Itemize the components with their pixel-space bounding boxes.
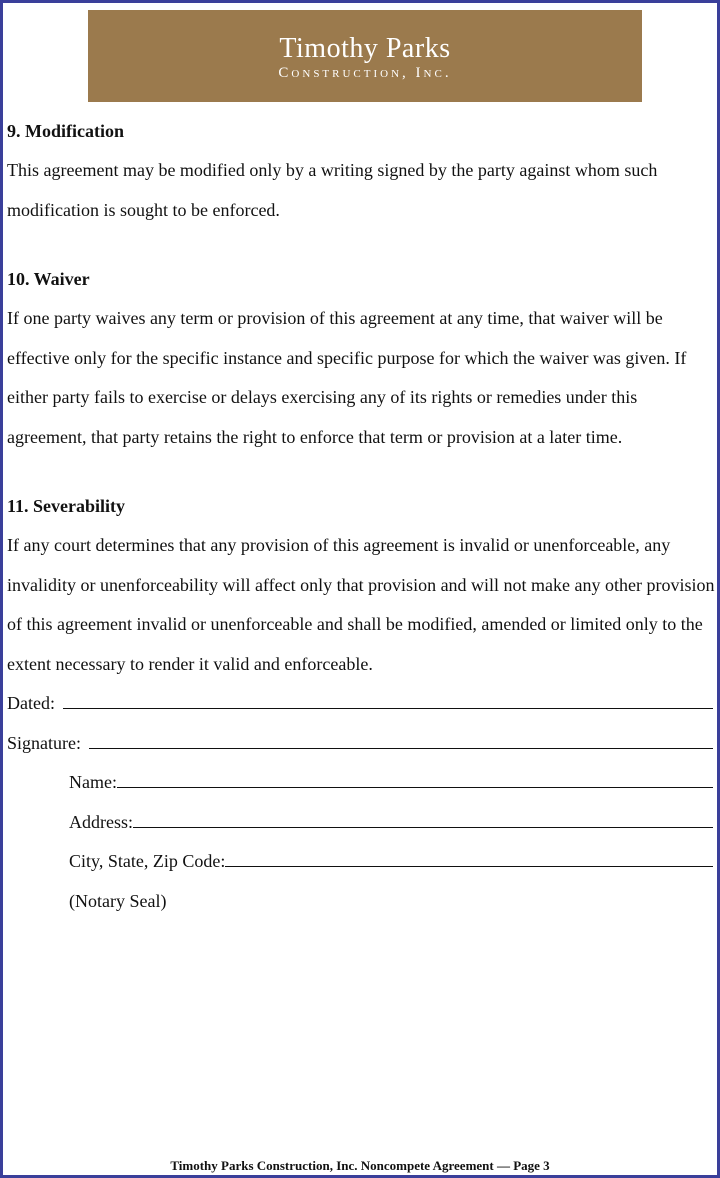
section-heading: 10. Waiver	[7, 269, 90, 289]
company-subtitle: Construction, Inc.	[278, 65, 452, 81]
address-field[interactable]	[7, 803, 719, 843]
dated-field[interactable]	[7, 684, 719, 724]
signature-field[interactable]	[7, 724, 719, 764]
city-state-zip-line[interactable]	[225, 844, 713, 867]
signature-line[interactable]	[89, 726, 713, 749]
dated-label: Dated:	[7, 693, 55, 713]
address-line[interactable]	[133, 805, 713, 828]
signature-block	[7, 684, 719, 921]
document-body	[7, 111, 719, 921]
signature-label: Signature:	[7, 732, 81, 753]
address-label: Address:	[69, 811, 133, 832]
city-state-zip-field[interactable]	[7, 842, 719, 882]
section-text: If any court determines that any provision of this agreement is invalid or unenforceable, any invalidity or unenforceability will affect only that provision and will not make any other provision of this agreement invalid or unenforceable and shall be modified, amended or limited only to the extent necessary to render it valid and enforceable.	[7, 535, 715, 674]
dated-line[interactable]	[63, 686, 713, 709]
section-waiver	[7, 259, 719, 457]
section-severability	[7, 486, 719, 684]
section-heading: 11. Severability	[7, 496, 125, 516]
section-text: This agreement may be modified only by a writing signed by the party against whom such modification is sought to be enforced.	[7, 160, 658, 220]
notary-seal: (Notary Seal)	[69, 890, 167, 911]
name-field[interactable]	[7, 763, 719, 803]
name-line[interactable]	[117, 765, 713, 788]
section-text: If one party waives any term or provision of this agreement at any time, that waiver will be effective only for the specific instance and specific purpose for which the waiver was given. If either party fails to exercise or delays exercising any of its rights or remedies under this agreement, that party retains the right to enforce that term or provision at a later time.	[7, 308, 687, 447]
section-modification	[7, 111, 719, 230]
page-footer: Timothy Parks Construction, Inc. Noncompete Agreement — Page 3	[170, 1158, 550, 1173]
section-heading: 9. Modification	[7, 121, 124, 141]
city-state-zip-label: City, State, Zip Code:	[69, 851, 226, 871]
company-banner	[88, 10, 642, 102]
company-name: Timothy Parks	[279, 33, 451, 64]
name-label: Name:	[69, 772, 117, 792]
